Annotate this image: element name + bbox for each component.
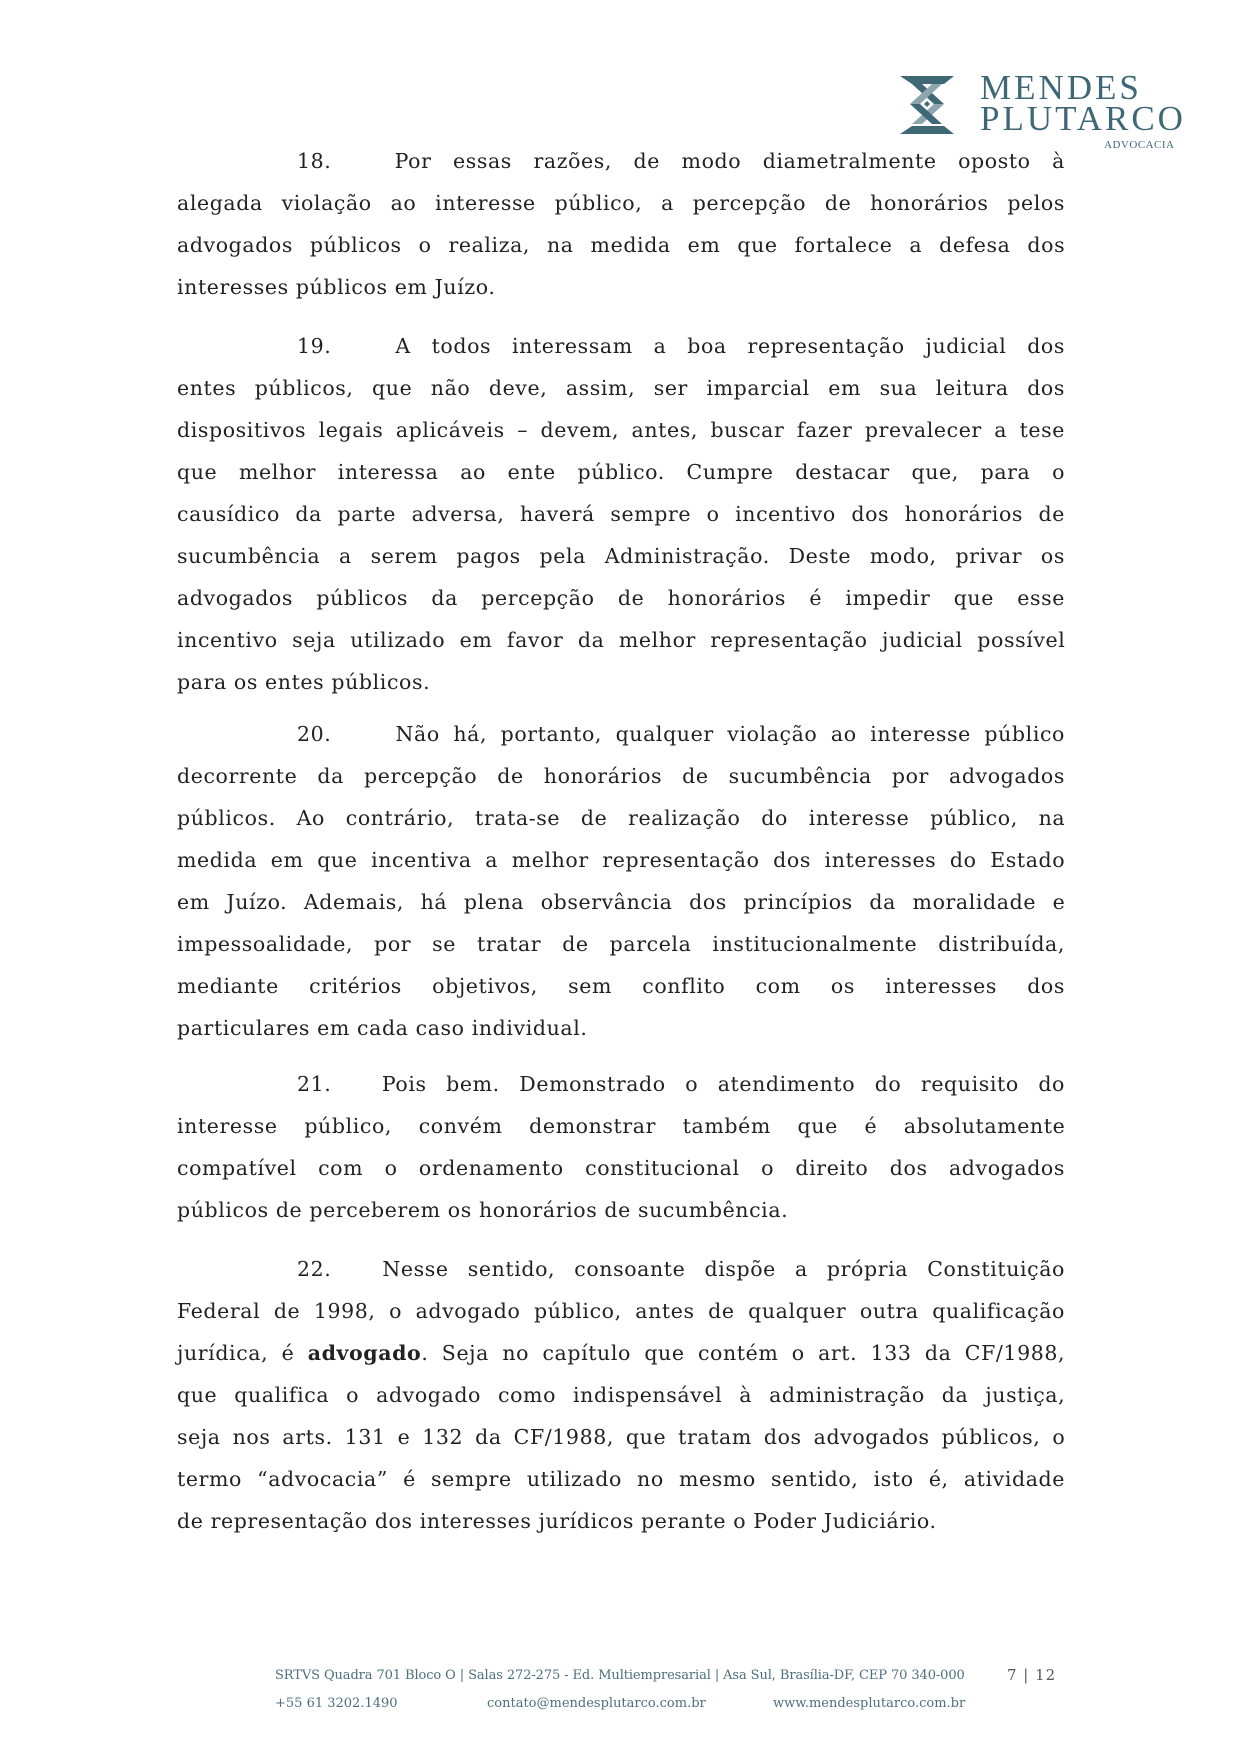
paragraph-line: entes públicos, que não deve, assim, ser imparcial em sua leitura dos	[177, 376, 1065, 400]
page-number: 7 | 12	[1007, 1666, 1057, 1684]
paragraph-line: advogados públicos da percepção de honorários é impedir que esse	[177, 586, 1065, 610]
paragraph-line: impessoalidade, por se tratar de parcela institucionalmente distribuída,	[177, 932, 1065, 956]
footer-email-link[interactable]: contato@mendesplutarco.com.br	[487, 1696, 706, 1711]
paragraph-18	[177, 140, 1065, 308]
paragraph-first-line: 18. Por essas razões, de modo diametralmente oposto à	[177, 140, 1065, 182]
paragraph-first-line: 19. A todos interessam a boa representação judicial dos	[177, 325, 1065, 367]
footer-website-link[interactable]: www.mendesplutarco.com.br	[773, 1696, 966, 1711]
paragraph-first-line: 21. Pois bem. Demonstrado o atendimento do requisito do	[177, 1063, 1065, 1105]
paragraph-first-line: 20. Não há, portanto, qualquer violação ao interesse público	[177, 713, 1065, 755]
paragraph-19	[177, 325, 1065, 703]
paragraph-line: termo “advocacia” é sempre utilizado no mesmo sentido, isto é, atividade	[177, 1467, 1065, 1491]
paragraph-number: 21.	[297, 1072, 332, 1096]
paragraph-line: medida em que incentiva a melhor representação dos interesses do Estado	[177, 848, 1066, 872]
paragraph-line: dispositivos legais aplicáveis – devem, antes, buscar fazer prevalecer a tese	[177, 418, 1065, 442]
footer-phone: +55 61 3202.1490	[275, 1696, 398, 1711]
footer-address: SRTVS Quadra 701 Bloco O | Salas 272-275 - Ed. Multiempresarial | Asa Sul, Brasília-DF, CEP 70 340-000	[275, 1668, 965, 1683]
paragraph-number: 22.	[297, 1257, 332, 1281]
paragraph-line: que qualifica o advogado como indispensável à administração da justiça,	[177, 1383, 1066, 1407]
logo-text-plutarco: PLUTARCO	[980, 99, 1186, 138]
paragraph-line-with-bold: jurídica, é advogado. Seja no capítulo que contém o art. 133 da CF/1988,	[177, 1341, 1066, 1365]
paragraph-line: públicos. Ao contrário, trata-se de realização do interesse público, na	[177, 806, 1066, 830]
paragraph-line: compatível com o ordenamento constitucional o direito dos advogados	[177, 1156, 1065, 1180]
paragraph-line: interesse público, convém demonstrar também que é absolutamente	[177, 1114, 1066, 1138]
paragraph-line: causídico da parte adversa, haverá sempre o incentivo dos honorários de	[177, 502, 1065, 526]
paragraph-line: Federal de 1998, o advogado público, antes de qualquer outra qualificação	[177, 1299, 1065, 1323]
paragraph-line: em Juízo. Ademais, há plena observância dos princípios da moralidade e	[177, 890, 1066, 914]
paragraph-number: 18.	[297, 149, 332, 173]
paragraph-line: de representação dos interesses jurídicos perante o Poder Judiciário.	[177, 1509, 937, 1533]
paragraph-line: mediante critérios objetivos, sem conflito com os interesses dos	[177, 974, 1065, 998]
paragraph-line: advogados públicos o realiza, na medida em que fortalece a defesa dos	[177, 233, 1066, 257]
paragraph-line: incentivo seja utilizado em favor da melhor representação judicial possível	[177, 628, 1066, 652]
paragraph-number: 19.	[297, 334, 332, 358]
logo-emblem-icon	[898, 74, 956, 136]
paragraph-line: que melhor interessa ao ente público. Cumpre destacar que, para o	[177, 460, 1066, 484]
logo-text-mendes: MENDES	[980, 68, 1142, 107]
paragraph-line: particulares em cada caso individual.	[177, 1016, 588, 1040]
paragraph-line: interesses públicos em Juízo.	[177, 275, 496, 299]
paragraph-line: decorrente da percepção de honorários de sucumbência por advogados	[177, 764, 1065, 788]
paragraph-line: para os entes públicos.	[177, 670, 431, 694]
paragraph-line: alegada violação ao interesse público, a percepção de honorários pelos	[177, 191, 1065, 215]
paragraph-20	[177, 713, 1065, 1049]
paragraph-first-line: 22. Nesse sentido, consoante dispõe a própria Constituição	[177, 1248, 1065, 1290]
paragraph-line: seja nos arts. 131 e 132 da CF/1988, que tratam dos advogados públicos, o	[177, 1425, 1066, 1449]
paragraph-22	[177, 1248, 1065, 1542]
logo-text-advocacia: ADVOCACIA	[1104, 139, 1175, 151]
paragraph-line: públicos de perceberem os honorários de sucumbência.	[177, 1198, 789, 1222]
paragraph-21	[177, 1063, 1065, 1231]
paragraph-line: sucumbência a serem pagos pela Administração. Deste modo, privar os	[177, 544, 1065, 568]
bold-term: advogado	[307, 1341, 422, 1365]
paragraph-number: 20.	[297, 722, 332, 746]
